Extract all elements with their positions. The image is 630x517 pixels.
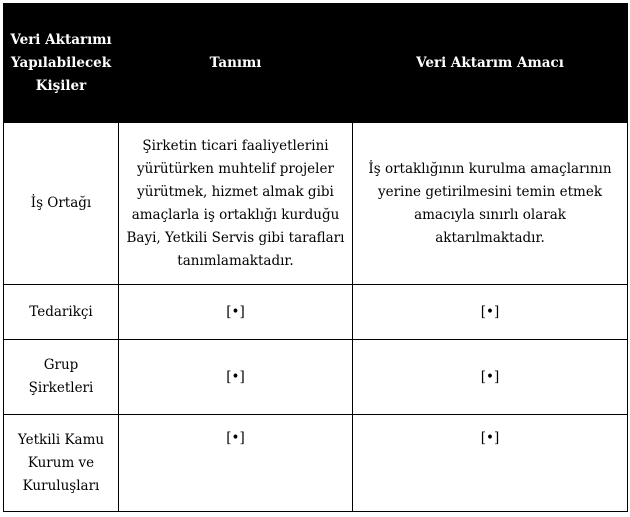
header-definition: Tanımı: [119, 4, 353, 123]
data-transfer-table-container: [3, 3, 628, 512]
purpose-cell: [•]: [353, 340, 628, 415]
definition-cell: [•]: [119, 285, 353, 340]
definition-cell: Şirketin ticari faaliyetlerini yürütürken muhtelif projeler yürütmek, hizmet almak gibi amaçlarla iş ortaklığı kurduğu Bayi, Yetkili Servis gibi tarafları tanımlamaktadır.: [119, 123, 353, 285]
purpose-cell: [•]: [353, 415, 628, 512]
purpose-cell: İş ortaklığının kurulma amaçlarının yerine getirilmesini temin etmek amacıyla sınırlı olarak aktarılmaktadır.: [353, 123, 628, 285]
header-recipients: Veri Aktarımı Yapılabilecek Kişiler: [4, 4, 119, 123]
table-row: [4, 123, 628, 285]
definition-cell: [•]: [119, 415, 353, 512]
table-row: [4, 340, 628, 415]
purpose-cell: [•]: [353, 285, 628, 340]
table-row: [4, 285, 628, 340]
recipient-cell: İş Ortağı: [4, 123, 119, 285]
table-header-row: [4, 4, 628, 123]
recipient-cell: Tedarikçi: [4, 285, 119, 340]
recipient-cell: Grup Şirketleri: [4, 340, 119, 415]
data-transfer-table: [3, 3, 628, 512]
table-row: [4, 415, 628, 512]
recipient-cell: Yetkili Kamu Kurum ve Kuruluşları: [4, 415, 119, 512]
header-transfer-purpose: Veri Aktarım Amacı: [353, 4, 628, 123]
definition-cell: [•]: [119, 340, 353, 415]
